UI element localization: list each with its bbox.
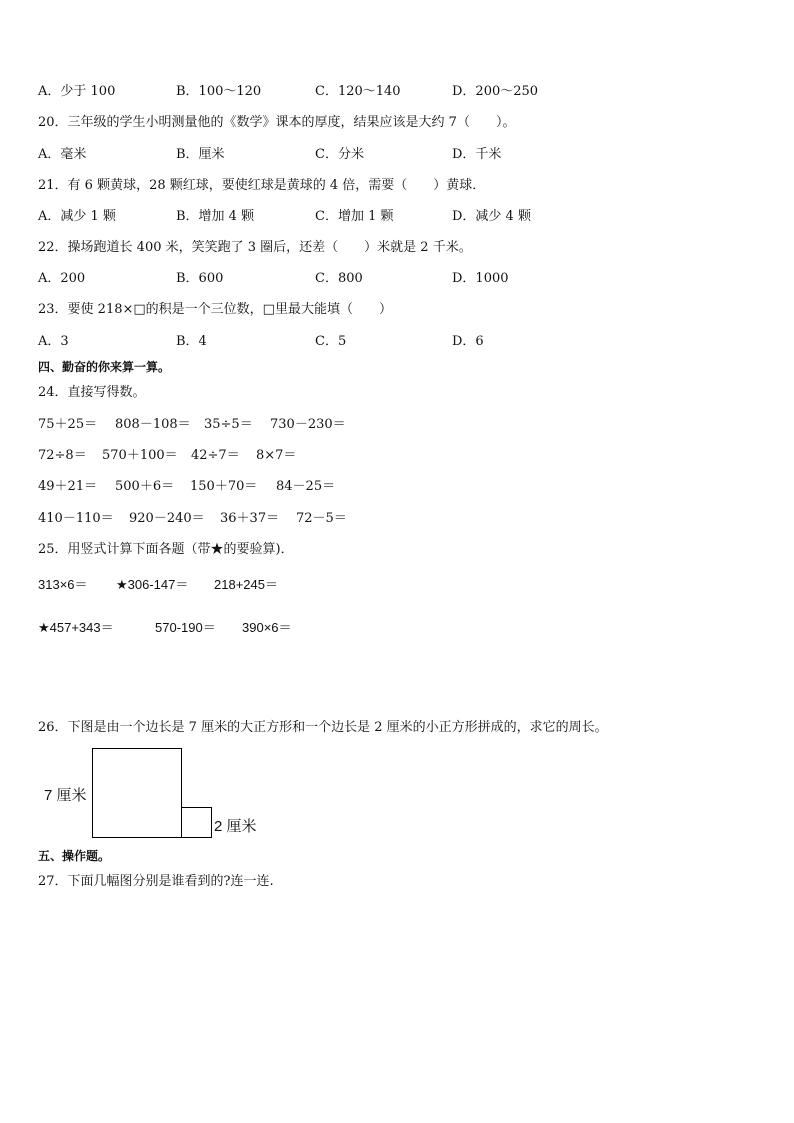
q19-option-b: B．100～120: [176, 84, 262, 99]
q24-item: 72÷8＝: [38, 448, 87, 463]
q24-item: 730－230＝: [270, 417, 346, 432]
q23-option-a: A．3: [38, 334, 69, 349]
q20-option-d: D．千米: [452, 147, 502, 162]
q25-item: ★306-147＝: [116, 577, 189, 592]
q24-item: 42÷7＝: [191, 448, 240, 463]
small-square-side-label: 2 厘米: [214, 818, 257, 835]
q22-option-c: C．800: [315, 271, 363, 286]
small-square: [182, 808, 212, 838]
q21-option-c: C．增加 1 颗: [315, 209, 394, 224]
q24-item: 72－5＝: [296, 511, 347, 526]
q25-item: 313×6＝: [38, 577, 88, 592]
big-square: [93, 749, 182, 838]
q24-item: 500＋6＝: [115, 479, 175, 494]
q24-item: 808－108＝: [115, 417, 191, 432]
q25-item: 218+245＝: [214, 577, 278, 592]
q24-item: 84－25＝: [276, 479, 336, 494]
section-5-heading: 五、操作题。: [38, 849, 111, 863]
q22-option-d: D．1000: [452, 271, 509, 286]
q24-item: 150＋70＝: [190, 479, 258, 494]
q24-stem: 24．直接写得数。: [38, 385, 146, 400]
q21-stem: 21．有 6 颗黄球，28 颗红球，要使红球是黄球的 4 倍，需要（ ）黄球．: [38, 178, 486, 193]
q24-item: 49＋21＝: [38, 479, 98, 494]
q23-option-c: C．5: [315, 334, 347, 349]
q21-option-a: A．减少 1 颗: [38, 209, 116, 224]
q20-option-a: A．毫米: [38, 147, 87, 162]
q24-item: 8×7＝: [256, 448, 297, 463]
q19-option-c: C．120～140: [315, 84, 401, 99]
q19-option-d: D．200～250: [452, 84, 539, 99]
q20-stem: 20．三年级的学生小明测量他的《数学》课本的厚度，结果应该是大约 7（ ）。: [38, 115, 516, 130]
big-square-side-label: 7 厘米: [44, 787, 87, 804]
q27-stem: 27．下面几幅图分别是谁看到的?连一连.: [38, 874, 274, 889]
q25-item: 570-190＝: [155, 620, 216, 635]
q20-option-b: B．厘米: [176, 147, 225, 162]
q25-item: 390×6＝: [242, 620, 292, 635]
q24-item: 36＋37＝: [220, 511, 280, 526]
q22-stem: 22．操场跑道长 400 米，笑笑跑了 3 圈后，还差（ ）米就是 2 千米。: [38, 240, 472, 255]
q19-option-a: A．少于 100: [38, 84, 116, 99]
q25-stem: 25．用竖式计算下面各题（带★的要验算)．: [38, 542, 294, 557]
q22-option-b: B．600: [176, 271, 224, 286]
section-4-heading: 四、勤奋的你来算一算。: [38, 360, 171, 374]
q25-item: ★457+343＝: [38, 620, 114, 635]
q20-option-c: C．分米: [315, 147, 364, 162]
q21-option-b: B．增加 4 颗: [176, 209, 255, 224]
q24-item: 35÷5＝: [204, 417, 253, 432]
q24-item: 75＋25＝: [38, 417, 98, 432]
q24-item: 410－110＝: [38, 511, 114, 526]
q24-item: 920－240＝: [129, 511, 205, 526]
q26-stem: 26．下图是由一个边长是 7 厘米的大正方形和一个边长是 2 厘米的小正方形拼成的，求它的周长。: [38, 720, 608, 735]
q23-option-d: D．6: [452, 334, 484, 349]
q23-option-b: B．4: [176, 334, 207, 349]
q21-option-d: D．减少 4 颗: [452, 209, 531, 224]
q22-option-a: A．200: [38, 271, 86, 286]
q23-stem: 23．要使 218×□的积是一个三位数，□里最大能填（ ）: [38, 302, 392, 317]
q24-item: 570＋100＝: [102, 448, 178, 463]
